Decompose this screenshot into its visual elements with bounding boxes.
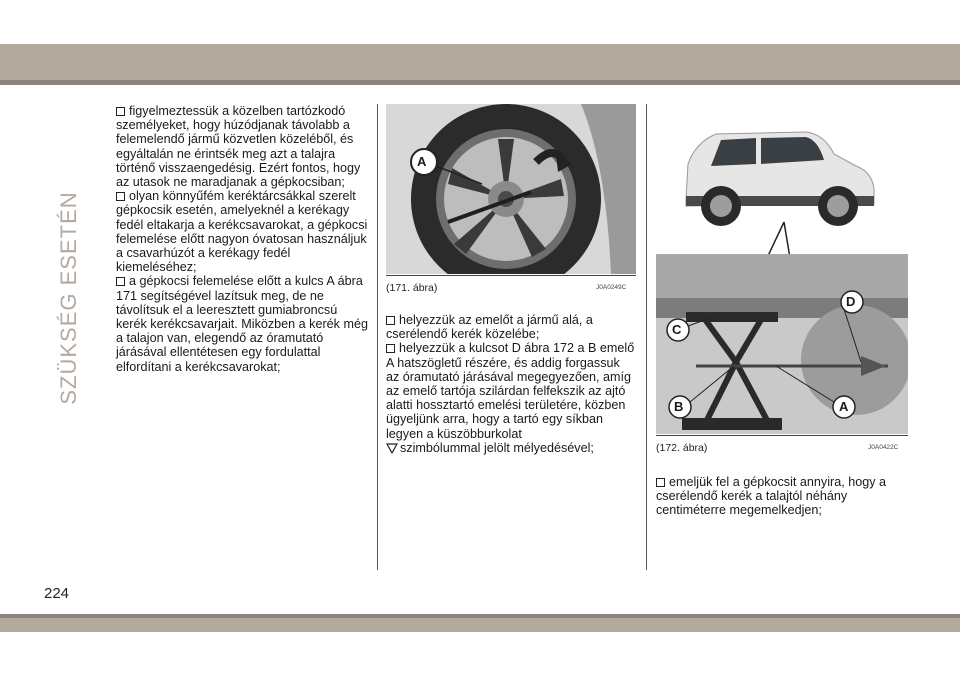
header-band-dark xyxy=(0,80,960,85)
paragraph: a gépkocsi felemelése előtt a kulcs A ábra 171 segítségével lazítsuk meg, de ne távolítsuk el a leeresztett gumiabroncsú kerék kerékcsavarjait. Miközben a kerék még a talajon van, elegendő az óramutató járásával ellentétesen egy fordulattal elfordítani a kerékcsavarokat; xyxy=(116,274,368,374)
figure-code: J0A0249C xyxy=(596,284,627,291)
label-a: A xyxy=(417,154,427,169)
checkbox-bullet-icon xyxy=(116,192,125,201)
paragraph: olyan könnyűfém keréktárcsákkal szerelt gépkocsik esetén, amelyeknél a kerékagy fedél eltakarja a kerékcsavarokat, a gépkocsi felemelése előtt nagyon óvatosan használjuk a csavarhúzót a kerékagy fedél kiemeléséhez; xyxy=(116,189,368,275)
wheel-illustration xyxy=(386,104,636,274)
column-1 xyxy=(116,104,368,374)
column-divider xyxy=(646,104,647,570)
header-band xyxy=(0,44,960,80)
column-divider xyxy=(377,104,378,570)
figure-caption: (172. ábra) xyxy=(656,442,708,454)
checkbox-bullet-icon xyxy=(116,277,125,286)
paragraph: helyezzük az emelőt a jármű alá, a cserélendő kerék közelébe; xyxy=(386,313,593,342)
footer-band xyxy=(0,618,960,632)
jack-illustration xyxy=(656,104,908,434)
page-number: 224 xyxy=(44,585,70,602)
figure-172-jack xyxy=(656,104,908,434)
paragraph: emeljük fel a gépkocsit annyira, hogy a cserélendő kerék a talajtól néhány centiméterre megemelkedjen; xyxy=(656,475,887,518)
checkbox-bullet-icon xyxy=(116,107,125,116)
label-a: A xyxy=(839,399,849,414)
label-d: D xyxy=(846,294,856,309)
caption-rule xyxy=(386,275,636,276)
section-title: SZÜKSÉG ESETÉN xyxy=(56,191,81,405)
triangle-marker-icon xyxy=(386,443,398,454)
paragraph: helyezzük a kulcsot D ábra 172 a B emelő A hatszögletű részére, és addig forgassuk az óramutató járásával megegyezően, amíg az emelő tartója szilárdan felfekszik az ajtó alatti hossztartó emelési területére, közben ügyeljünk arra, hogy a tartó egy síkban legyen a küszöbburkolat szimbólummal jelölt mélyedésével; xyxy=(386,341,635,455)
figure-171-wheel xyxy=(386,104,636,274)
label-b: B xyxy=(674,399,684,414)
checkbox-bullet-icon xyxy=(386,316,395,325)
column-2 xyxy=(386,313,636,455)
column-3 xyxy=(656,475,908,518)
figure-code: J0A0422C xyxy=(868,444,899,451)
checkbox-bullet-icon xyxy=(386,344,395,353)
caption-rule xyxy=(656,435,908,436)
figure-caption: (171. ábra) xyxy=(386,282,438,294)
paragraph: figyelmeztessük a közelben tartózkodó személyeket, hogy húzódjanak távolabb a felemelendő jármű közvetlen közeléből, és egyáltalán ne érintsék meg azt a talajra történő visszaengedésig. Ezért fontos, hogy az utasok ne maradjanak a gépkocsiban; xyxy=(116,104,361,190)
label-c: C xyxy=(672,322,682,337)
checkbox-bullet-icon xyxy=(656,478,665,487)
